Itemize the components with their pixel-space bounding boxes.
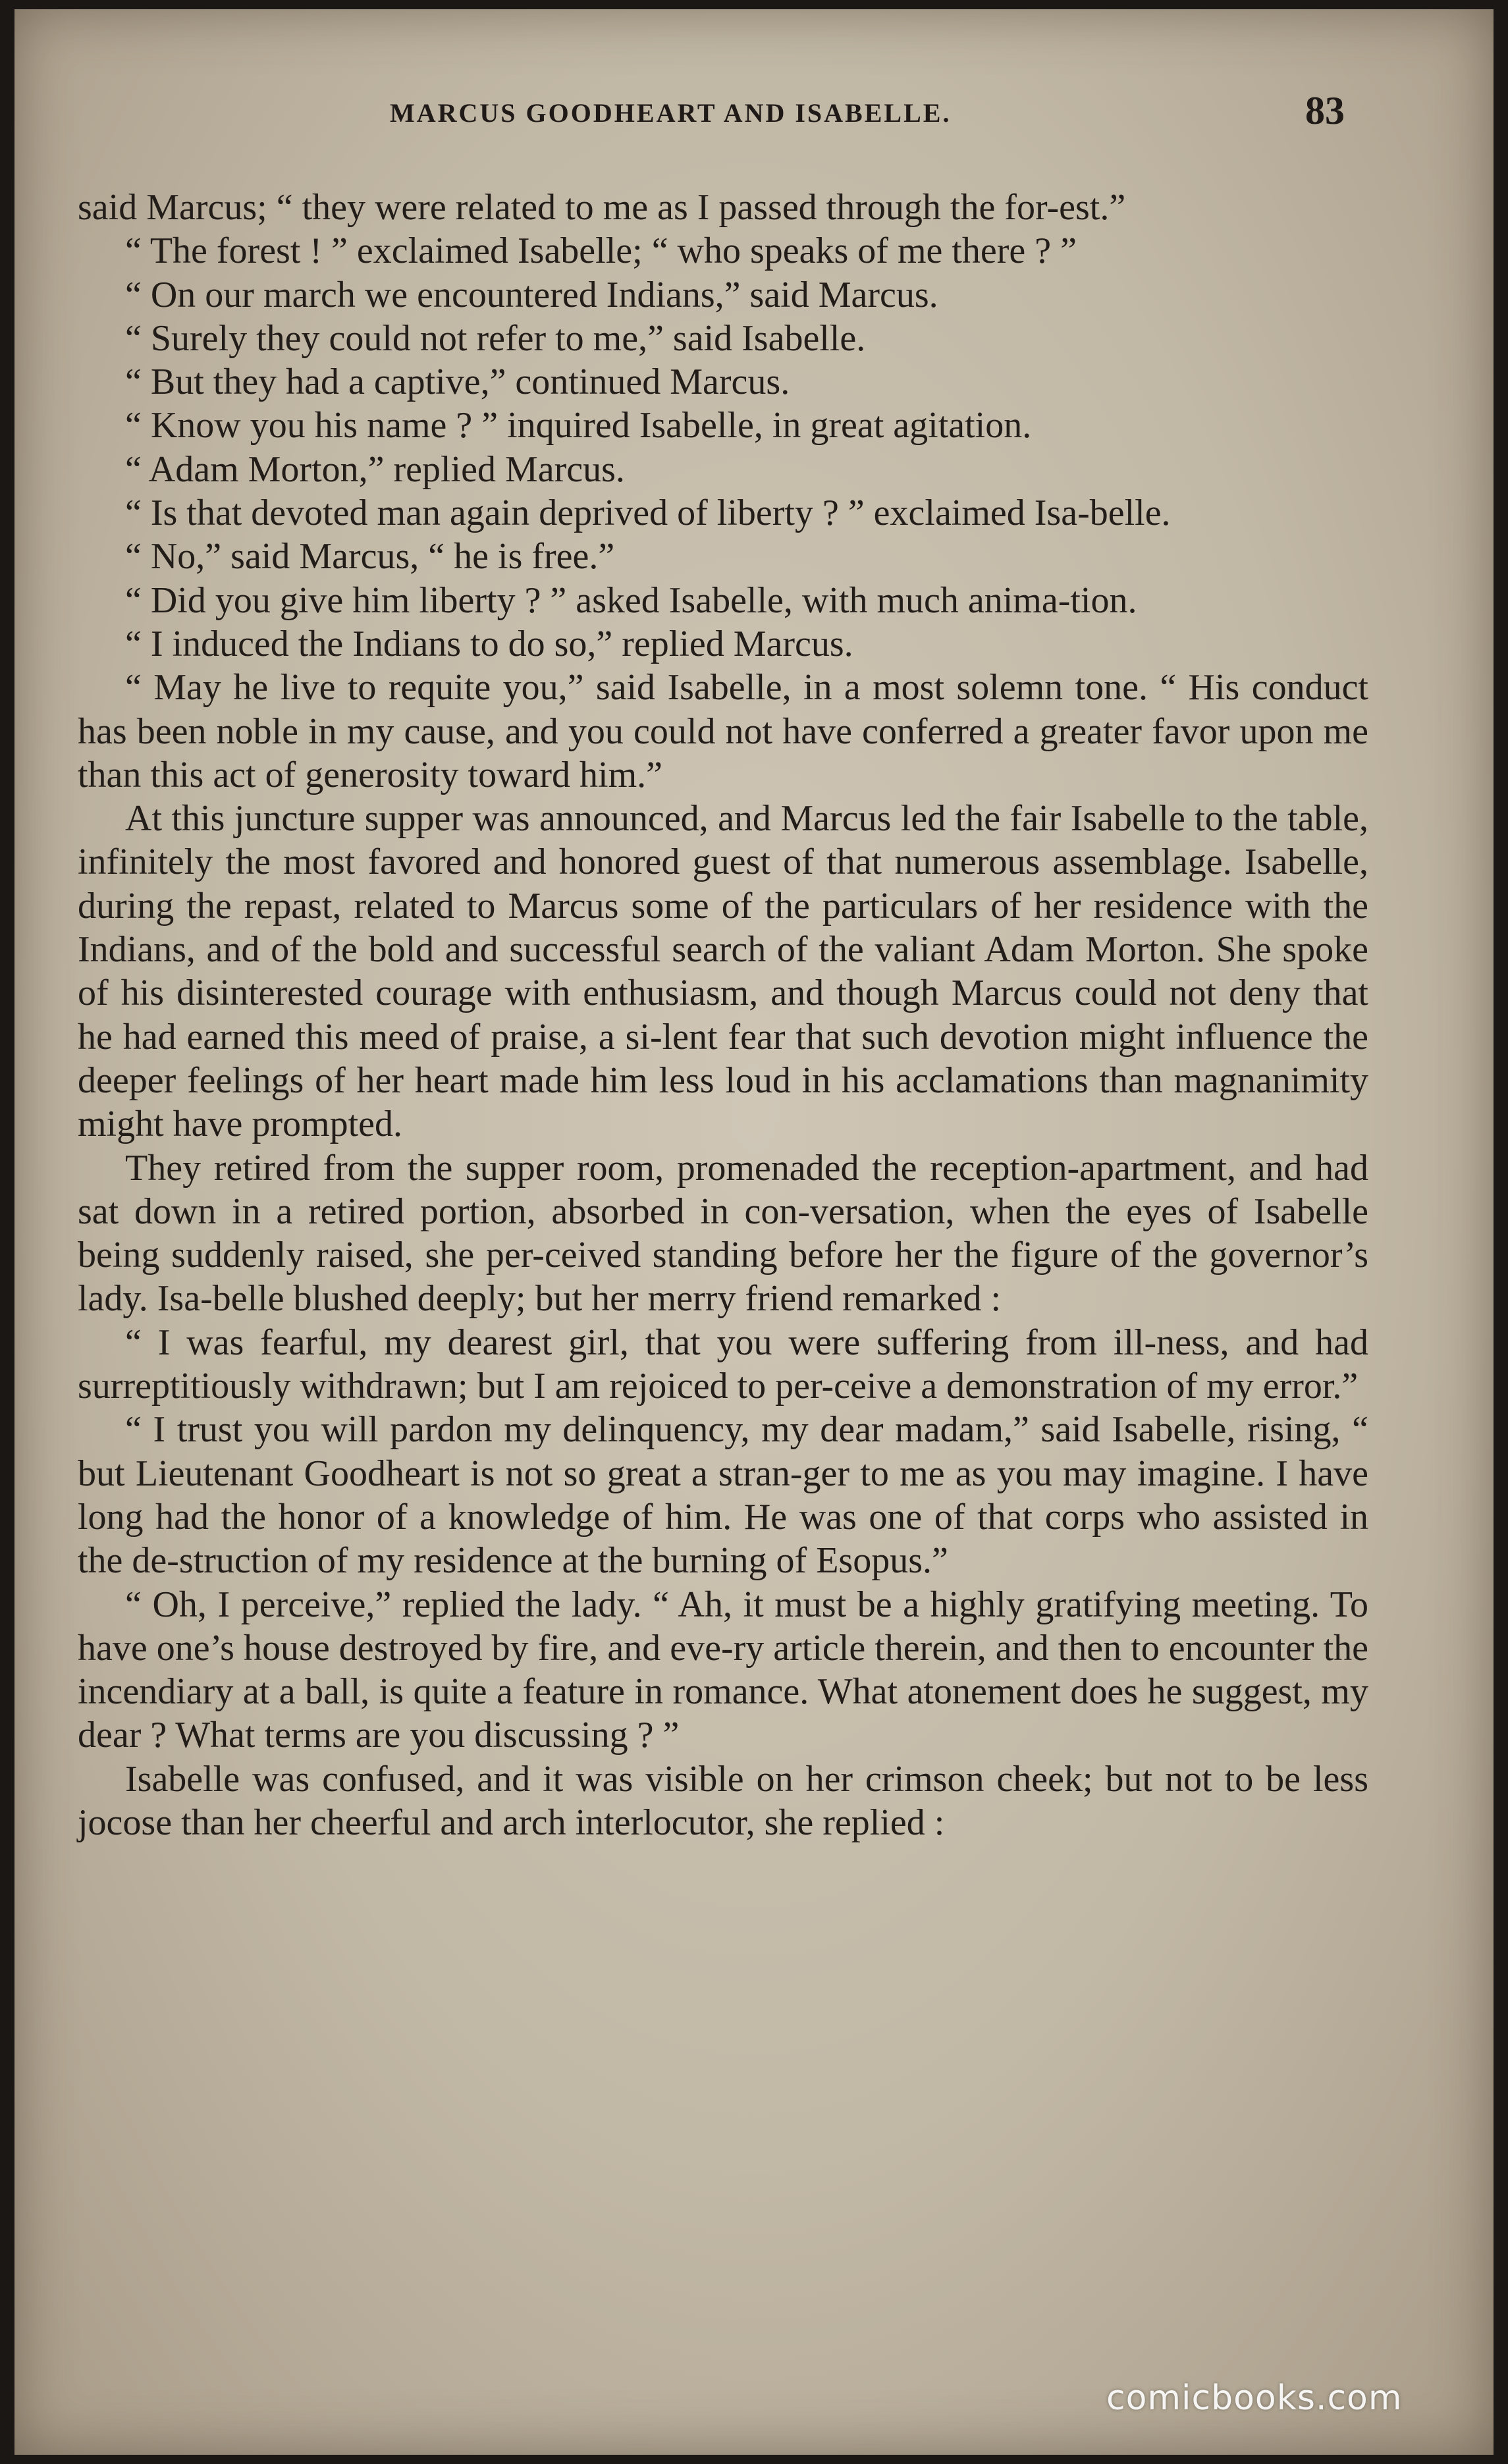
watermark: comicbooks.com [1106,2378,1403,2418]
paragraph: “ Is that devoted man again deprived of liberty ? ” exclaimed Isa-belle. [125,493,1171,534]
paragraph: At this juncture supper was announced, and Marcus led the fair Isabelle to the table, infinitely the most favored and honored guest of that numerous assemblage. Isabelle, during the repast, related to Marcus some of the particulars of her residence with the Indians, and of the bold and successful search of the valiant Adam Morton. She spoke of his disinterested courage with enthusiasm, and though Marcus could not deny that he had earned this meed of praise, a si-lent fear that such devotion might influence the deeper feelings of her heart made him less loud in his acclamations than magnanimity might have prompted. [78,798,1368,1145]
paragraph: “ I was fearful, my dearest girl, that you were suffering from ill-ness, and had surreptitiously withdrawn; but I am rejoiced to per-ceive a demonstration of my error.” [78,1322,1368,1407]
body-text [78,186,1368,1844]
paragraph: “ On our march we encountered Indians,” said Marcus. [125,274,938,315]
running-title: MARCUS GOODHEART AND ISABELLE. [390,98,952,128]
paragraph: “ No,” said Marcus, “ he is free.” [125,536,615,577]
book-page [14,9,1494,2455]
paragraph: They retired from the supper room, promenaded the reception-apartment, and had sat down in a retired portion, absorbed in con-versation, when the eyes of Isabelle being suddenly raised, she per-ceived standing before her the figure of the governor’s lady. Isa-belle blushed deeply; but her merry friend remarked : [78,1147,1368,1320]
paragraph: “ Oh, I perceive,” replied the lady. “ Ah, it must be a highly gratifying meeting. To have one’s house destroyed by fire, and eve-ry article therein, and then to encounter the incendiary at a ball, is quite a feature in romance. What atonement does he suggest, my dear ? What terms are you discussing ? ” [78,1584,1368,1756]
paragraph: said Marcus; “ they were related to me as I passed through the for-est.” [78,187,1126,228]
paragraph: “ I trust you will pardon my delinquency, my dear madam,” said Isabelle, rising, “ but Lieutenant Goodheart is not so great a stran-ger to me as you may imagine. I have long had the honor of a knowledge of him. He was one of that corps who assisted in the de-struction of my residence at the burning of Esopus.” [78,1409,1368,1582]
paragraph: Isabelle was confused, and it was visible on her crimson cheek; but not to be less jocose than her cheerful and arch interlocutor, she replied : [78,1758,1368,1843]
paragraph: “ I induced the Indians to do so,” replied Marcus. [125,623,853,664]
paragraph: “ Surely they could not refer to me,” said Isabelle. [125,317,866,359]
paragraph: “ Adam Morton,” replied Marcus. [125,448,625,490]
paragraph: “ But they had a captive,” continued Marcus. [125,362,790,403]
paragraph: “ May he live to requite you,” said Isabelle, in a most solemn tone. “ His conduct has been noble in my cause, and you could not have conferred a greater favor upon me than this act of generosity toward him.” [78,667,1368,795]
paragraph: “ The forest ! ” exclaimed Isabelle; “ who speaks of me there ? ” [125,230,1077,272]
page-number: 83 [1305,89,1345,132]
paragraph: “ Know you his name ? ” inquired Isabelle, in great agitation. [125,405,1032,446]
paragraph: “ Did you give him liberty ? ” asked Isabelle, with much anima-tion. [125,579,1137,621]
page-header [14,88,1494,141]
